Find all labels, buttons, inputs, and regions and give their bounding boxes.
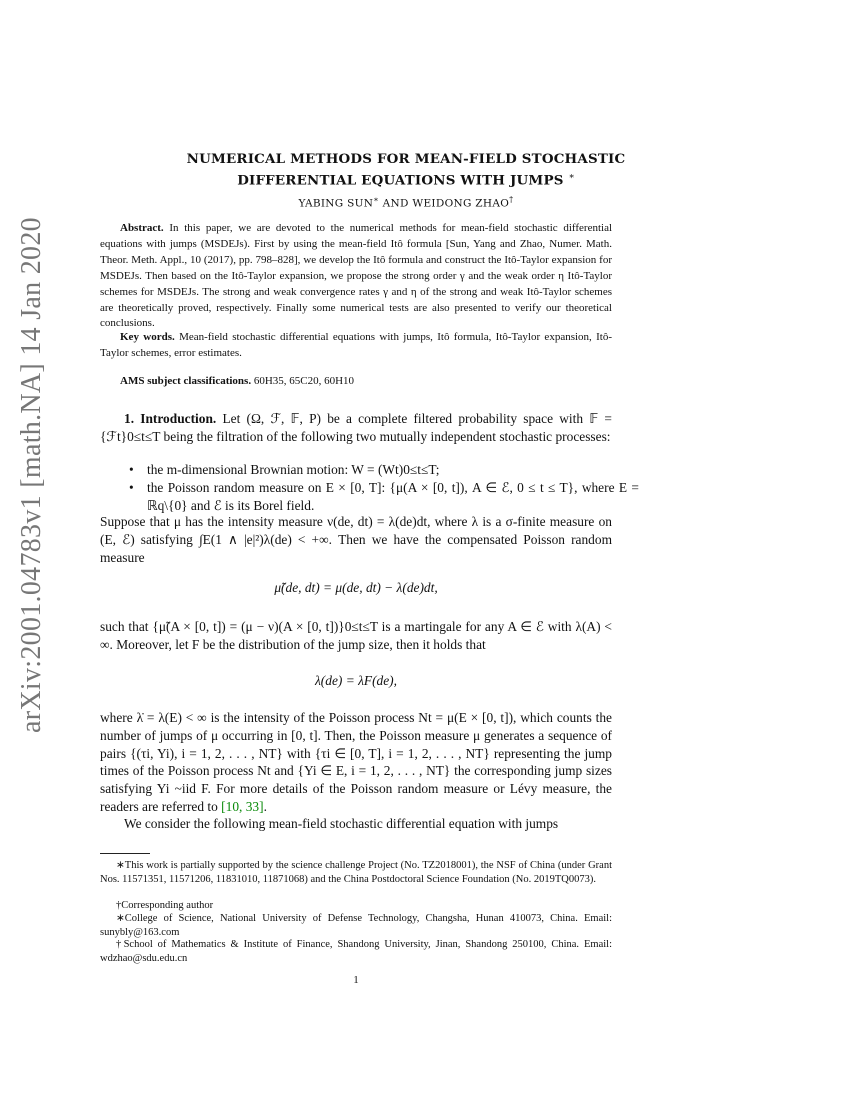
intro-p4-text: where λ̇ = λ(E) < ∞ is the intensity of the Poisson process Nt = μ(E × [0, t]), which counts the number of jumps of μ occurring in [0, t]. Then, the Poisson measure μ generates a sequence of pairs {(τi, Yi), i = 1, 2, . . . , NT} with {τi ∈ [0, T], i = 1, 2, . . . , NT} representing the jump times of the Poisson process Nt and {Yi ∈ E, i = 1, 2, . . . , NT} the corresponding jump sizes satisfying Yi ~iid F. For more details of the Poisson random measure or Lévy measure, the readers are referred to: [100, 710, 612, 814]
footnote-corresponding: †Corresponding author: [116, 900, 214, 911]
keywords: [100, 330, 612, 362]
intro-paragraph-3: such that {μ̃(A × [0, t]) = (μ − ν)(A × [0, t])}0≤t≤T is a martingale for any A ∈ ℰ with λ(A) < ∞. Moreover, let F be the distribution of the jump size, then it holds that: [100, 619, 612, 652]
bullet-1-text: the m-dimensional Brownian motion: W = (Wt)0≤t≤T;: [147, 462, 440, 477]
arxiv-sidebar-stamp: [12, 217, 52, 733]
footnote-affiliation-1: ∗College of Science, National University of Defense Technology, Changsha, Hunan 410073, China. Email: sunybly@163.com: [100, 913, 612, 938]
abstract: [100, 221, 612, 332]
bullet-icon: •: [129, 462, 134, 477]
list-item: [120, 479, 639, 515]
author-2: AND WEIDONG ZHAO: [379, 197, 510, 210]
footnote-divider: [100, 853, 150, 854]
keywords-text: Mean-field stochastic differential equations with jumps, Itô formula, Itô-Taylor expansion, Itô-Taylor schemes, error estimates.: [100, 331, 612, 359]
intro-paragraph-5: We consider the following mean-field stochastic differential equation with jumps: [124, 816, 559, 831]
intro-p1-text: Let (Ω, ℱ, 𝔽, P) be a complete filtered probability space with 𝔽 = {ℱt}0≤t≤T being the filtration of the following two mutually independent stochastic processes:: [100, 411, 612, 444]
page-number: 1: [353, 974, 359, 986]
title-line-2: DIFFERENTIAL EQUATIONS WITH JUMPS: [237, 172, 564, 189]
ams-heading: AMS subject classifications.: [120, 375, 252, 387]
intro-paragraph-1: [100, 410, 612, 446]
author-1-mark: ∗: [373, 195, 379, 204]
intro-p4-end: .: [263, 798, 267, 814]
list-item: [120, 461, 612, 479]
bullet-2-text: the Poisson random measure on E × [0, T]: {μ(A × [0, t]), A ∈ ℰ, 0 ≤ t ≤ T}, where E = ℝq\{0} and ℰ is its Borel field.: [147, 480, 639, 513]
footnote-funding: ∗This work is partially supported by the science challenge Project (No. TZ2018001), the NSF of China (under Grant Nos. 11571351, 11571206, 11831010, 11871068) and the China Postdoctoral Science Foundation (No. 2019TQ0073).: [100, 860, 612, 885]
abstract-heading: Abstract.: [120, 222, 164, 234]
title-footnote-mark: ∗: [568, 172, 575, 182]
ams-text: 60H35, 65C20, 60H10: [253, 375, 355, 387]
keywords-heading: Key words.: [120, 331, 175, 343]
equation-intensity: λ(de) = λ̇F(de),: [315, 673, 397, 688]
bullet-icon: •: [129, 480, 134, 495]
authors: [100, 195, 712, 210]
title-line-1: NUMERICAL METHODS FOR MEAN-FIELD STOCHASTIC: [186, 151, 626, 167]
intro-paragraph-4: [100, 709, 612, 816]
author-1: YABING SUN: [298, 197, 374, 210]
abstract-text: In this paper, we are devoted to the numerical methods for mean-field stochastic differential equations with jumps (MSDEJs). First by using the mean-field Itô formula [Sun, Yang and Zhao, Numer. Math. Theor. Meth. Appl., 10 (2017), pp. 798–828], we develop the Itô formula and construct the Itô-Taylor expansion for MSDEJs. Then based on the Itô-Taylor expansion, we propose the strong order γ and the weak order η Itô-Taylor schemes for MSDEJs. The strong and weak convergence rates γ and η of the strong and weak Itô-Taylor schemes are theoretically proved, respectively. Finally some numerical tests are also presented to verify our theoretical conclusions.: [100, 222, 613, 330]
author-2-mark: †: [509, 195, 514, 204]
footnote-affiliation-2: †School of Mathematics & Institute of Finance, Shandong University, Jinan, Shandong 250100, China. Email: wdzhao@sdu.edu.cn: [100, 939, 612, 964]
section-heading: 1. Introduction.: [124, 411, 217, 426]
arxiv-id: arXiv:2001.04783v1 [math.NA] 14 Jan 2020: [16, 217, 47, 733]
equation-compensated-measure: μ̃(de, dt) = μ(de, dt) − λ(de)dt,: [274, 580, 438, 595]
intro-paragraph-2: Suppose that μ has the intensity measure ν(de, dt) = λ(de)dt, where λ is a σ-finite measure on (E, ℰ) satisfying ∫E(1 ∧ |e|²)λ(de) < +∞. Then we have the compensated Poisson random measure: [100, 514, 612, 565]
citation-link[interactable]: [10, 33]: [221, 798, 264, 814]
paper-title: [100, 150, 712, 189]
ams-classifications: [100, 374, 612, 390]
